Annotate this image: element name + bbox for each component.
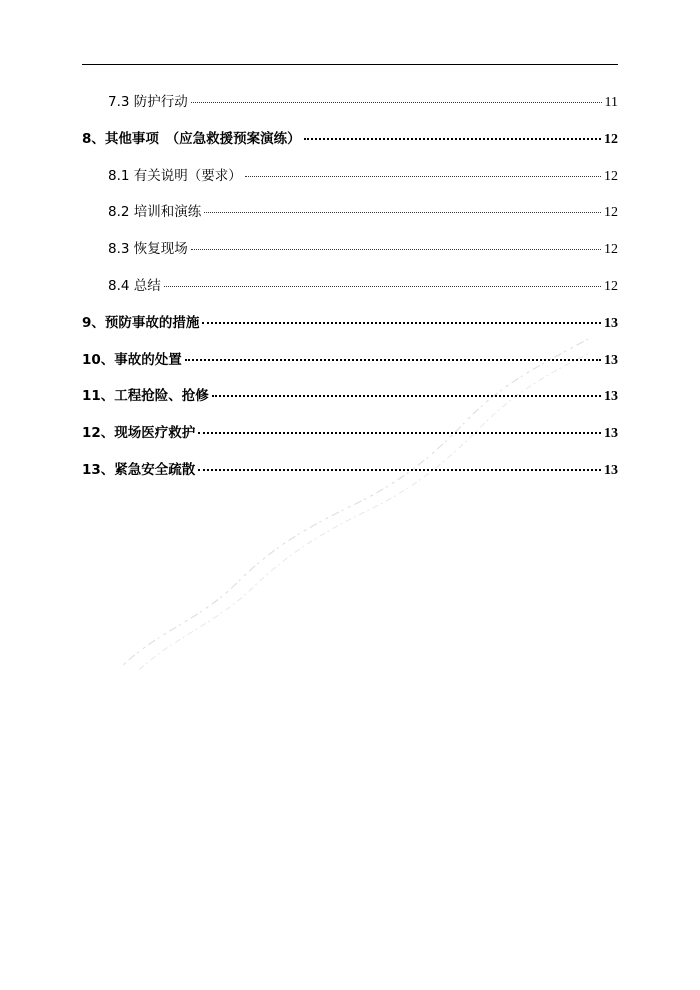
toc-entry-8-1[interactable]: [82, 162, 618, 199]
toc-entry-title: 12、现场医疗救护: [82, 425, 196, 442]
toc-entry-11[interactable]: [82, 382, 618, 419]
toc-entry-title: 7.3 防护行动: [108, 94, 188, 110]
toc-page-number: 12: [604, 131, 618, 147]
toc-entry-title: 11、工程抢险、抢修: [82, 388, 209, 405]
toc-entry-7-3[interactable]: [82, 88, 618, 125]
toc-dot-leader: [204, 212, 601, 213]
toc-page-number: 12: [604, 205, 618, 221]
toc-entry-8[interactable]: [82, 125, 618, 162]
toc-dot-leader: [304, 138, 601, 140]
toc-page-number: 13: [604, 315, 618, 331]
toc-entry-title: 8、其他事项 （应急救援预案演练）: [82, 130, 301, 147]
toc-dot-leader: [191, 249, 601, 250]
toc-entry-title: 8.1 有关说明（要求）: [108, 167, 242, 184]
toc-page-number: 12: [604, 278, 618, 294]
toc-dot-leader: [198, 432, 601, 434]
toc-page-number: 11: [604, 95, 618, 110]
toc-dot-leader: [191, 102, 602, 103]
header-rule: [82, 64, 618, 65]
toc-page-number: 12: [604, 168, 618, 184]
toc-page-number: 12: [604, 242, 618, 258]
toc-entry-title: 10、事故的处置: [82, 351, 182, 368]
toc-page-number: 13: [604, 426, 618, 442]
toc-entry-10[interactable]: [82, 346, 618, 383]
toc-entry-8-4[interactable]: [82, 272, 618, 309]
toc-entry-9[interactable]: [82, 309, 618, 346]
toc-entry-title: 8.4 总结: [108, 277, 161, 294]
toc-page-number: 13: [604, 462, 618, 478]
toc-dot-leader: [245, 176, 601, 177]
toc-page-number: 13: [604, 389, 618, 405]
toc-page-number: 13: [604, 352, 618, 368]
toc-entry-8-3[interactable]: [82, 235, 618, 272]
toc-entry-title: 9、预防事故的措施: [82, 314, 200, 331]
toc-dot-leader: [202, 322, 601, 324]
toc-entry-13[interactable]: [82, 456, 618, 493]
toc-dot-leader: [198, 469, 601, 471]
toc-entry-title: 8.3 恢复现场: [108, 241, 188, 258]
toc-entry-title: 13、紧急安全疏散: [82, 461, 196, 478]
table-of-contents: [82, 88, 618, 493]
toc-entry-title: 8.2 培训和演练: [108, 204, 202, 221]
toc-dot-leader: [212, 395, 601, 397]
toc-entry-12[interactable]: [82, 419, 618, 456]
toc-entry-8-2[interactable]: [82, 198, 618, 235]
toc-dot-leader: [164, 286, 601, 287]
toc-dot-leader: [185, 359, 601, 361]
